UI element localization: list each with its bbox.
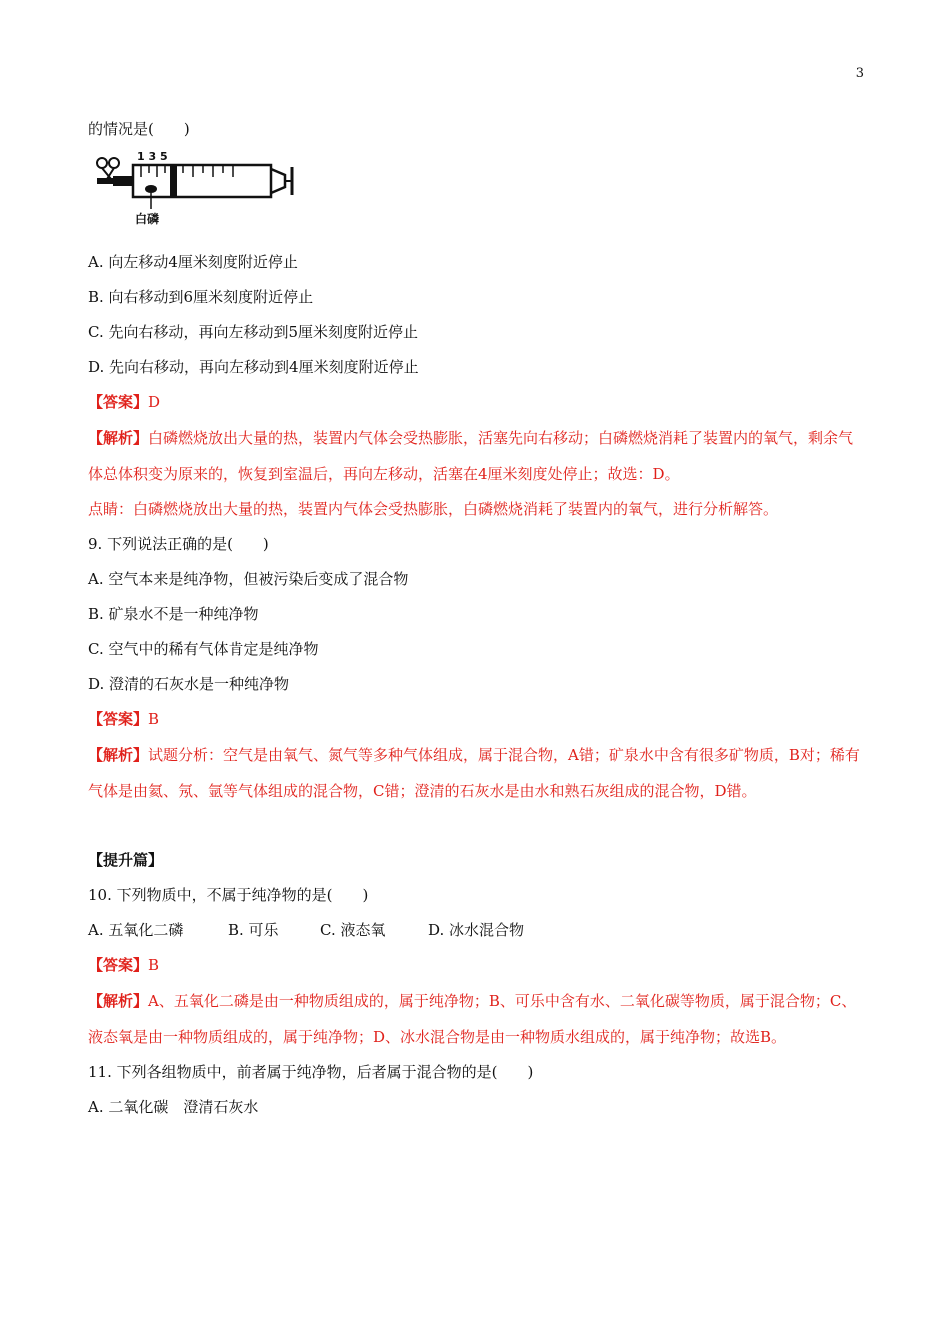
answer-value: B xyxy=(148,710,160,728)
q10-answer xyxy=(88,948,868,983)
q9-analysis xyxy=(88,737,868,809)
q8-answer xyxy=(88,385,868,420)
q10-options xyxy=(88,913,868,948)
answer-label: 【答案】 xyxy=(88,956,149,974)
q9-option-a: A. 空气本来是纯净物，但被污染后变成了混合物 xyxy=(88,570,409,588)
q11-stem: 11. 下列各组物质中，前者属于纯净物，后者属于混合物的是( ) xyxy=(88,1063,534,1081)
syringe-diagram xyxy=(93,149,303,229)
q9-option-b: B. 矿泉水不是一种纯净物 xyxy=(88,605,259,623)
q8-option-b: B. 向右移动到6厘米刻度附近停止 xyxy=(88,288,314,306)
answer-value: D xyxy=(148,393,161,411)
plunger-rod xyxy=(113,176,135,186)
analysis-text: 白磷燃烧放出大量的热，装置内气体会受热膨胀，活塞先向右移动；白磷燃烧消耗了装置内的氧气，剩余气体总体积变为原来的，恢复到室温后，再向左移动，活塞在4厘米刻度处停止；故选：D。 xyxy=(88,429,854,483)
q9-answer xyxy=(88,702,868,737)
q9-option-c: C. 空气中的稀有气体肯定是纯净物 xyxy=(88,640,319,658)
analysis-label: 【解析】 xyxy=(88,429,149,447)
q8-note: 点睛：白磷燃烧放出大量的热，装置内气体会受热膨胀，白磷燃烧消耗了装置内的氧气，进行分析解答。 xyxy=(88,500,779,518)
analysis-text: 试题分析：空气是由氧气、氮气等多种气体组成，属于混合物，A错；矿泉水中含有很多矿物质，B对；稀有气体是由氦、氖、氩等气体组成的混合物，C错；澄清的石灰水是由水和熟石灰组成的混合物，D错。 xyxy=(88,746,860,800)
q11-option-a: A. 二氧化碳 澄清石灰水 xyxy=(88,1098,259,1116)
analysis-text: A、五氧化二磷是由一种物质组成的，属于纯净物；B、可乐中含有水、二氧化碳等物质，属于混合物；C、液态氧是由一种物质组成的，属于纯净物；D、冰水混合物是由一种物质水组成的，属于纯净物；故选B。 xyxy=(88,992,857,1046)
q9-option-d: D. 澄清的石灰水是一种纯净物 xyxy=(88,675,290,693)
clamp-arms xyxy=(102,168,114,179)
white-phosphorus-blob xyxy=(145,185,157,193)
q9-stem: 9. 下列说法正确的是( ) xyxy=(88,535,269,553)
q10-stem: 10. 下列物质中，不属于纯净物的是( ) xyxy=(88,886,369,904)
syringe-figure xyxy=(88,147,868,245)
q10-option-b: B. 可乐 xyxy=(228,921,279,939)
white-phosphorus-label: 白磷 xyxy=(135,212,160,226)
q8-option-d: D. 先向右移动，再向左移动到4厘米刻度附近停止 xyxy=(88,358,419,376)
section-title: 【提升篇】 xyxy=(88,851,164,869)
q8-stem-tail: 的情况是( ) xyxy=(88,120,190,138)
syringe-tip xyxy=(271,169,285,193)
clamp-ring-right xyxy=(109,158,119,168)
answer-label: 【答案】 xyxy=(88,393,149,411)
q10-option-a: A. 五氧化二磷 xyxy=(88,921,184,939)
q8-option-a: A. 向左移动4厘米刻度附近停止 xyxy=(88,253,298,271)
answer-label: 【答案】 xyxy=(88,710,149,728)
q8-analysis xyxy=(88,420,868,492)
analysis-label: 【解析】 xyxy=(88,746,149,764)
clamp-ring-left xyxy=(97,158,107,168)
q10-option-d: D. 冰水混合物 xyxy=(428,921,525,939)
scale-labels: 1 3 5 xyxy=(137,150,168,163)
q10-analysis xyxy=(88,983,868,1055)
answer-value: B xyxy=(148,956,160,974)
page-content xyxy=(88,112,868,1125)
page-number: 3 xyxy=(855,66,864,81)
analysis-label: 【解析】 xyxy=(88,992,149,1010)
q8-option-c: C. 先向右移动，再向左移动到5厘米刻度附近停止 xyxy=(88,323,419,341)
q10-option-c: C. 液态氧 xyxy=(320,921,386,939)
